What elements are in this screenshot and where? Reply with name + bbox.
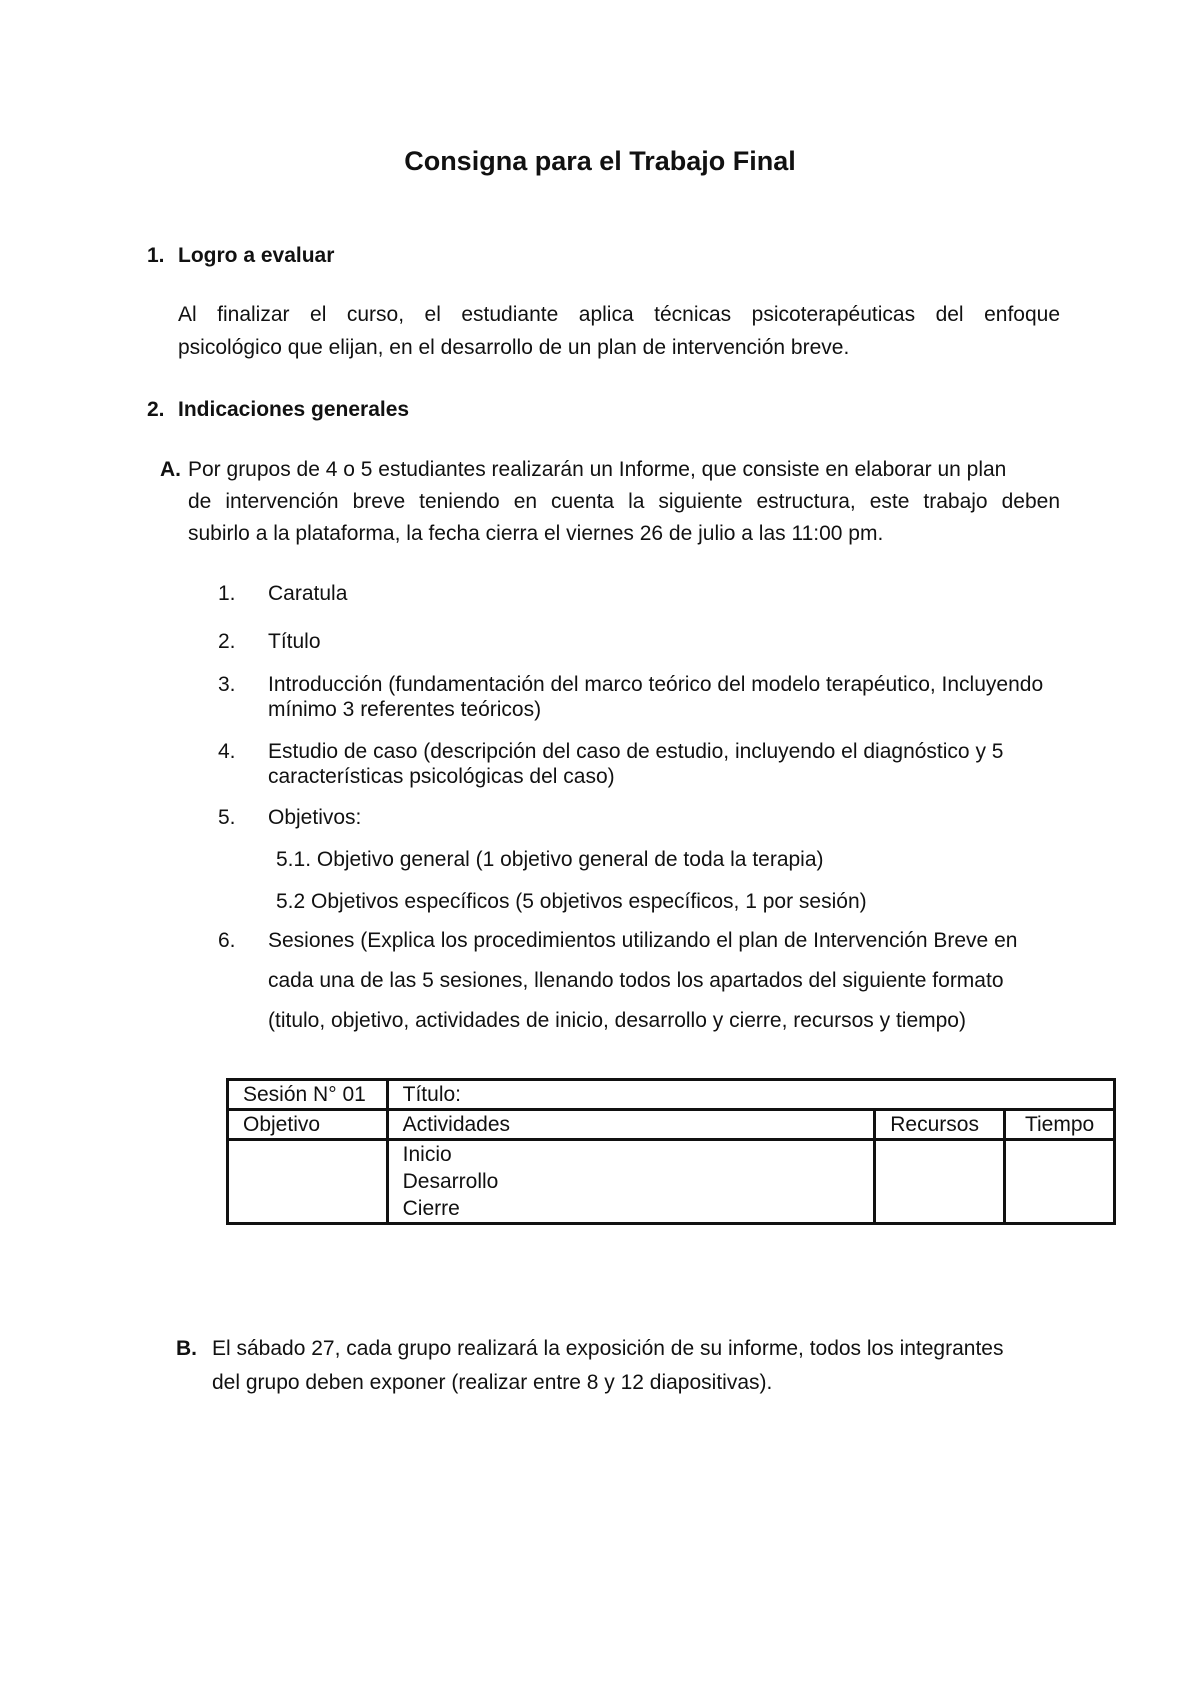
section1-number: 1.: [147, 244, 165, 267]
list-item-3-continuation: mínimo 3 referentes teóricos): [268, 698, 542, 721]
item-b-line1: El sábado 27, cada grupo realizará la exposición de su informe, todos los integrantes: [212, 1337, 1004, 1360]
table-row: [228, 1080, 1115, 1110]
table-header-tiempo: Tiempo: [1005, 1110, 1115, 1140]
activity-inicio: Inicio: [402, 1143, 452, 1166]
list-item-1: [218, 582, 347, 606]
list-item-text: Objetivos:: [268, 806, 362, 829]
list-item-number: 4.: [218, 740, 236, 763]
section1-body-line2: psicológico que elijan, en el desarrollo de un plan de intervención breve.: [178, 336, 850, 359]
table-cell-session: Sesión N° 01: [228, 1080, 388, 1110]
list-item-4-continuation: características psicológicas del caso): [268, 765, 615, 788]
activity-desarrollo: Desarrollo: [402, 1170, 499, 1193]
list-item-number: 2.: [218, 630, 236, 653]
list-item-number: 5.: [218, 806, 236, 829]
item-a-letter: A.: [160, 458, 181, 481]
list-item-4: [218, 740, 1003, 764]
list-item-number: 3.: [218, 673, 236, 696]
table-cell-recursos-empty: [875, 1140, 1005, 1224]
item-a-line2: de intervención breve teniendo en cuenta la siguiente estructura, este trabajo deben: [188, 490, 1060, 513]
list-item-6-continuation-1: cada una de las 5 sesiones, llenando todos los apartados del siguiente formato: [268, 969, 1004, 992]
section1-body-line1: Al finalizar el curso, el estudiante aplica técnicas psicoterapéuticas del enfoque: [178, 303, 1060, 326]
list-item-text: Sesiones (Explica los procedimientos utilizando el plan de Intervención Breve en: [268, 929, 1018, 952]
item-b-line2: del grupo deben exponer (realizar entre 8 y 12 diapositivas).: [212, 1371, 773, 1394]
page-title: Consigna para el Trabajo Final: [404, 146, 796, 176]
section2-number: 2.: [147, 398, 165, 421]
table-header-objetivo: Objetivo: [228, 1110, 388, 1140]
activity-cierre: Cierre: [402, 1197, 460, 1220]
list-item-3: [218, 673, 1043, 697]
table-cell-actividades: [387, 1140, 875, 1224]
table-cell-objetivo-empty: [228, 1140, 388, 1224]
list-item-text: Estudio de caso (descripción del caso de estudio, incluyendo el diagnóstico y 5: [268, 740, 1004, 763]
table-cell-tiempo-empty: [1005, 1140, 1115, 1224]
list-item-text: Título: [268, 630, 321, 653]
list-item-text: Caratula: [268, 582, 348, 605]
list-item-2: [218, 630, 321, 654]
list-item-6: [218, 929, 1017, 953]
sublist-item-5-2: 5.2 Objetivos específicos (5 objetivos específicos, 1 por sesión): [276, 890, 867, 913]
list-item-6-continuation-2: (titulo, objetivo, actividades de inicio, desarrollo y cierre, recursos y tiempo): [268, 1009, 966, 1032]
section1-heading: Logro a evaluar: [178, 244, 335, 267]
table-row: [228, 1110, 1115, 1140]
section2-heading: Indicaciones generales: [178, 398, 410, 421]
list-item-5: [218, 806, 361, 830]
table-header-actividades: Actividades: [387, 1110, 875, 1140]
table-header-recursos: Recursos: [875, 1110, 1005, 1140]
list-item-number: 1.: [218, 582, 236, 605]
sublist-item-5-1: 5.1. Objetivo general (1 objetivo general de toda la terapia): [276, 848, 824, 871]
table-cell-titulo: Título:: [387, 1080, 1114, 1110]
list-item-text: Introducción (fundamentación del marco teórico del modelo terapéutico, Incluyendo: [268, 673, 1044, 696]
item-a-line3: subirlo a la plataforma, la fecha cierra el viernes 26 de julio a las 11:00 pm.: [188, 522, 884, 545]
item-b-letter: B.: [176, 1337, 197, 1360]
item-a-line1: Por grupos de 4 o 5 estudiantes realizarán un Informe, que consiste en elaborar un plan: [188, 458, 1007, 481]
session-format-table: [226, 1078, 1116, 1225]
list-item-number: 6.: [218, 929, 236, 952]
table-row: [228, 1140, 1115, 1224]
